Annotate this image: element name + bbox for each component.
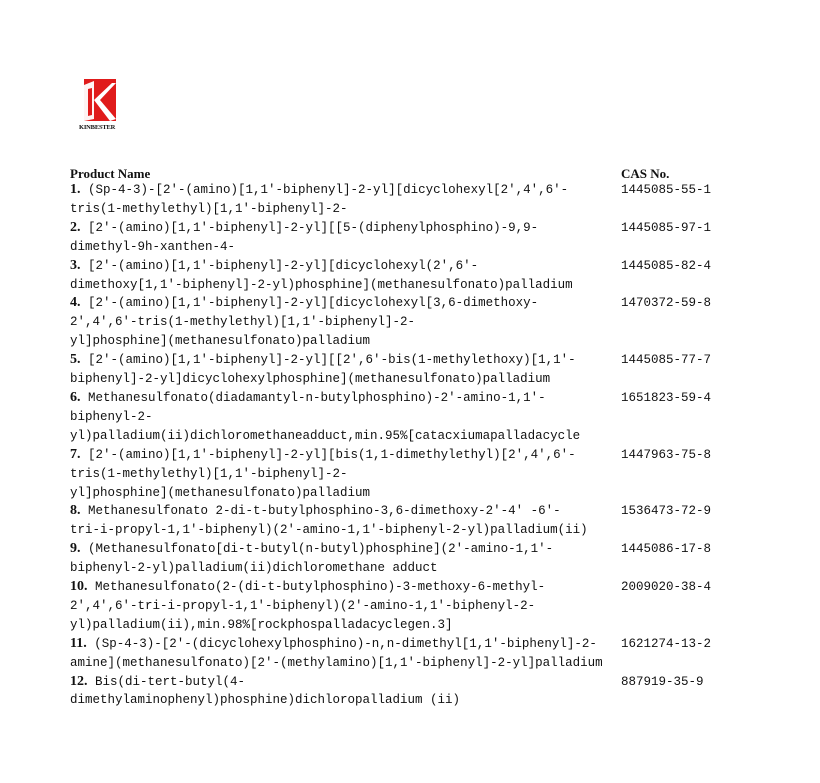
cas-number: 1445086-17-8 <box>621 542 712 557</box>
product-name-line: [2'-(amino)[1,1'-biphenyl]-2-yl][dicyclohexyl(2',6'- <box>88 258 479 273</box>
product-name-line: tri-i-propyl-1,1'-biphenyl)(2'-amino-1,1'-biphenyl-2-yl)palladium(ii) <box>70 523 588 538</box>
product-name-line: [2'-(amino)[1,1'-biphenyl]-2-yl][[2',6'-bis(1-methylethoxy)[1,1'- <box>88 353 576 368</box>
cas-number: 1445085-82-4 <box>621 258 712 273</box>
product-name-line: Methanesulfonato(2-(di-t-butylphosphino)-3-methoxy-6-methyl- <box>95 580 546 595</box>
cas-number: 1447963-75-8 <box>621 447 712 462</box>
product-name-line: [2'-(amino)[1,1'-biphenyl]-2-yl][dicyclohexyl[3,6-dimethoxy- <box>88 296 539 311</box>
table-row <box>70 578 815 635</box>
cas-number: 1621274-13-2 <box>621 636 712 651</box>
row-number: 4. <box>70 295 81 311</box>
product-name-line: dimethylaminophenyl)phosphine)dichloropalladium (ii) <box>70 693 461 708</box>
cas-number: 1445085-55-1 <box>621 183 712 197</box>
product-name-line: biphenyl-2- <box>70 409 153 424</box>
product-name <box>70 294 618 351</box>
table-row <box>70 219 815 257</box>
product-name-line: yl]phosphine](methanesulfonato)palladium <box>70 485 371 500</box>
product-name-line: biphenyl-2-yl)palladium(ii)dichloromethane adduct <box>70 561 438 576</box>
product-name-line: [2'-(amino)[1,1'-biphenyl]-2-yl][[5-(diphenylphosphino)-9,9- <box>88 220 539 235</box>
product-name <box>70 578 618 635</box>
table-row <box>70 673 815 711</box>
product-name <box>70 351 618 389</box>
cas-number: 1470372-59-8 <box>621 296 712 311</box>
product-name <box>70 389 618 446</box>
product-name-line: yl]phosphine](methanesulfonato)palladium <box>70 334 371 349</box>
logo-brand-text: KINBESTER <box>79 124 116 131</box>
table-row <box>70 294 815 351</box>
table-row <box>70 540 815 578</box>
cas-number: 1445085-97-1 <box>621 220 712 235</box>
product-name-line: dimethyl-9h-xanthen-4- <box>70 239 236 254</box>
kinbester-logo-icon <box>82 79 118 121</box>
row-number: 1. <box>70 182 81 197</box>
product-name-line: amine](methanesulfonato)[2'-(methylamino)[1,1'-biphenyl]-2-yl]palladium <box>70 655 603 670</box>
table-row <box>70 351 815 389</box>
product-name <box>70 635 618 673</box>
product-name-line: tris(1-methylethyl)[1,1'-biphenyl]-2- <box>70 466 348 481</box>
row-number: 3. <box>70 257 81 273</box>
product-name-line: (Sp-4-3)-[2'-(dicyclohexylphosphino)-n,n-dimethyl[1,1'-biphenyl]-2- <box>94 636 597 651</box>
product-name <box>70 446 618 503</box>
row-number: 11. <box>70 635 87 651</box>
product-name-line: 2',4',6'-tri-i-propyl-1,1'-biphenyl)(2'-amino-1,1'-biphenyl-2- <box>70 598 536 613</box>
header-product-name: Product Name <box>70 166 151 181</box>
product-name-line: 2',4',6'-tris(1-methylethyl)[1,1'-biphenyl]-2- <box>70 315 416 330</box>
cas-number: 1536473-72-9 <box>621 504 712 519</box>
row-number: 8. <box>70 503 81 519</box>
product-name <box>70 257 618 295</box>
table-row <box>70 257 815 295</box>
table-body <box>70 181 815 710</box>
product-name-line: yl)palladium(ii)dichloromethaneadduct,min.95%[catacxiumapalladacycle <box>70 428 581 443</box>
product-name-line: Methanesulfonato(diadamantyl-n-butylphosphino)-2'-amino-1,1'- <box>88 390 546 405</box>
header-cas-no: CAS No. <box>621 166 670 181</box>
product-name <box>70 502 618 540</box>
table-row <box>70 635 815 673</box>
table-header <box>70 166 815 181</box>
product-name-line: (Methanesulfonato[di-t-butyl(n-butyl)phosphine](2'-amino-1,1'- <box>88 542 554 557</box>
product-table <box>70 166 815 710</box>
row-number: 10. <box>70 579 88 595</box>
row-number: 5. <box>70 352 81 368</box>
row-number: 7. <box>70 446 81 462</box>
cas-number: 1445085-77-7 <box>621 353 712 368</box>
cas-number: 1651823-59-4 <box>621 390 712 405</box>
product-name <box>70 181 618 219</box>
table-row <box>70 389 815 446</box>
product-name <box>70 673 618 711</box>
row-number: 9. <box>70 541 81 557</box>
product-name-line: yl)palladium(ii),min.98%[rockphospalladacyclegen.3] <box>70 617 453 632</box>
product-name-line: tris(1-methylethyl)[1,1'-biphenyl]-2- <box>70 201 348 216</box>
row-number: 2. <box>70 219 81 235</box>
product-name <box>70 219 618 257</box>
product-name-line: [2'-(amino)[1,1'-biphenyl]-2-yl][bis(1,1-dimethylethyl)[2',4',6'- <box>88 447 576 462</box>
table-row <box>70 181 815 219</box>
cas-number: 2009020-38-4 <box>621 580 712 595</box>
row-number: 6. <box>70 389 81 405</box>
product-name <box>70 540 618 578</box>
table-row <box>70 446 815 503</box>
product-name-line: biphenyl]-2-yl]dicyclohexylphosphine](methanesulfonato)palladium <box>70 372 551 387</box>
table-row <box>70 502 815 540</box>
product-name-line: Methanesulfonato 2-di-t-butylphosphino-3,6-dimethoxy-2'-4' -6'- <box>88 504 561 519</box>
product-name-line: dimethoxy[1,1'-biphenyl]-2-yl)phosphine](methanesulfonato)palladium <box>70 277 573 292</box>
kinbester-logo <box>79 79 121 137</box>
row-number: 12. <box>70 673 88 689</box>
cas-number: 887919-35-9 <box>621 674 704 689</box>
product-name-line: Bis(di-tert-butyl(4- <box>95 674 246 689</box>
product-name-line: (Sp-4-3)-[2'-(amino)[1,1'-biphenyl]-2-yl][dicyclohexyl[2',4',6'- <box>88 183 569 197</box>
